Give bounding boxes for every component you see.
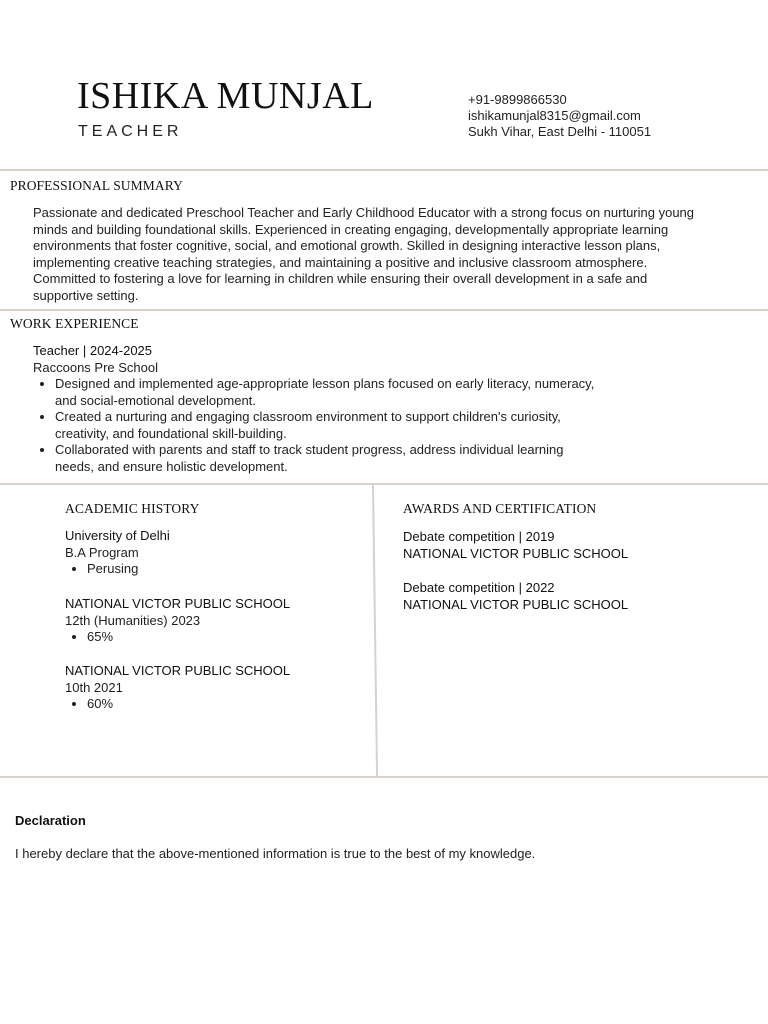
academic-institution: NATIONAL VICTOR PUBLIC SCHOOL: [65, 595, 291, 611]
declaration-text: I hereby declare that the above-mentioned information is true to the best of my knowledge.: [15, 846, 536, 861]
summary-heading: PROFESSIONAL SUMMARY: [10, 178, 183, 193]
academic-result: • Perusing: [87, 561, 365, 578]
summary-line: Passionate and dedicated Preschool Teacher and Early Childhood Educator with a strong focus on nurturing young: [33, 205, 695, 220]
list-item: • Created a nurturing and engaging classroom environment to support children's curiosity, creativity, and foundational skill-building.: [55, 409, 643, 442]
award-title: Debate competition | 2022: [403, 580, 555, 595]
work-job-title: Teacher | 2024-2025: [33, 343, 153, 358]
candidate-name: ISHIKA MUNJAL: [77, 75, 374, 117]
award-issuer: NATIONAL VICTOR PUBLIC SCHOOL: [403, 546, 629, 561]
work-heading: WORK EXPERIENCE: [10, 316, 139, 331]
summary-line: Committed to fostering a love for learning in children while ensuring their overall development in a safe and: [33, 271, 648, 286]
postal-address: Sukh Vihar, East Delhi - 110051: [468, 124, 652, 139]
academic-program: B.A Program: [65, 545, 139, 560]
academic-result: • 65%: [87, 629, 365, 646]
list-item: [403, 528, 743, 562]
list-item: [403, 579, 743, 613]
phone-number: +91-9899866530: [468, 92, 567, 107]
list-item: [65, 662, 365, 713]
award-issuer: NATIONAL VICTOR PUBLIC SCHOOL: [403, 597, 629, 612]
awards-list: [403, 528, 743, 630]
award-title: Debate competition | 2019: [403, 529, 555, 544]
list-item: • Collaborated with parents and staff to track student progress, address individual learning needs, and ensure holistic development.: [55, 442, 643, 475]
contact-block: [468, 92, 651, 140]
header-divider: [0, 169, 768, 171]
summary-line: minds and building foundational skills. Experienced in creating engaging, developmentally appropriate learning: [33, 221, 669, 237]
work-entry: [33, 343, 643, 475]
list-item: [65, 595, 365, 646]
column-divider: [372, 485, 378, 777]
email-address: ishikamunjal8315@gmail.com: [468, 108, 641, 123]
academic-institution: University of Delhi: [65, 528, 170, 543]
declaration-heading: Declaration: [15, 813, 86, 828]
academic-program: 10th 2021: [65, 680, 123, 695]
work-organization: Raccoons Pre School: [33, 359, 159, 375]
academic-institution: NATIONAL VICTOR PUBLIC SCHOOL: [65, 663, 291, 678]
job-title: TEACHER: [78, 123, 183, 140]
columns-divider: [0, 776, 768, 778]
academic-program: 12th (Humanities) 2023: [65, 612, 201, 628]
academic-result: • 60%: [87, 696, 365, 713]
academic-heading: ACADEMIC HISTORY: [65, 501, 200, 516]
academic-list: [65, 527, 365, 730]
summary-line: implementing creative teaching strategies, and maintaining a positive and inclusive classroom atmosphere.: [33, 254, 648, 270]
summary-line: environments that foster cognitive, social, and emotional growth. Skilled in designing interactive lesson plans,: [33, 238, 661, 253]
awards-heading: AWARDS AND CERTIFICATION: [403, 501, 597, 516]
list-item: [65, 527, 365, 578]
summary-line: supportive setting.: [33, 287, 139, 303]
work-divider: [0, 483, 768, 485]
list-item: • Designed and implemented age-appropriate lesson plans focused on early literacy, numeracy, and social-emotional development.: [55, 376, 643, 409]
summary-text: [33, 205, 743, 304]
work-bullets: [33, 376, 643, 475]
summary-divider: [0, 309, 768, 311]
